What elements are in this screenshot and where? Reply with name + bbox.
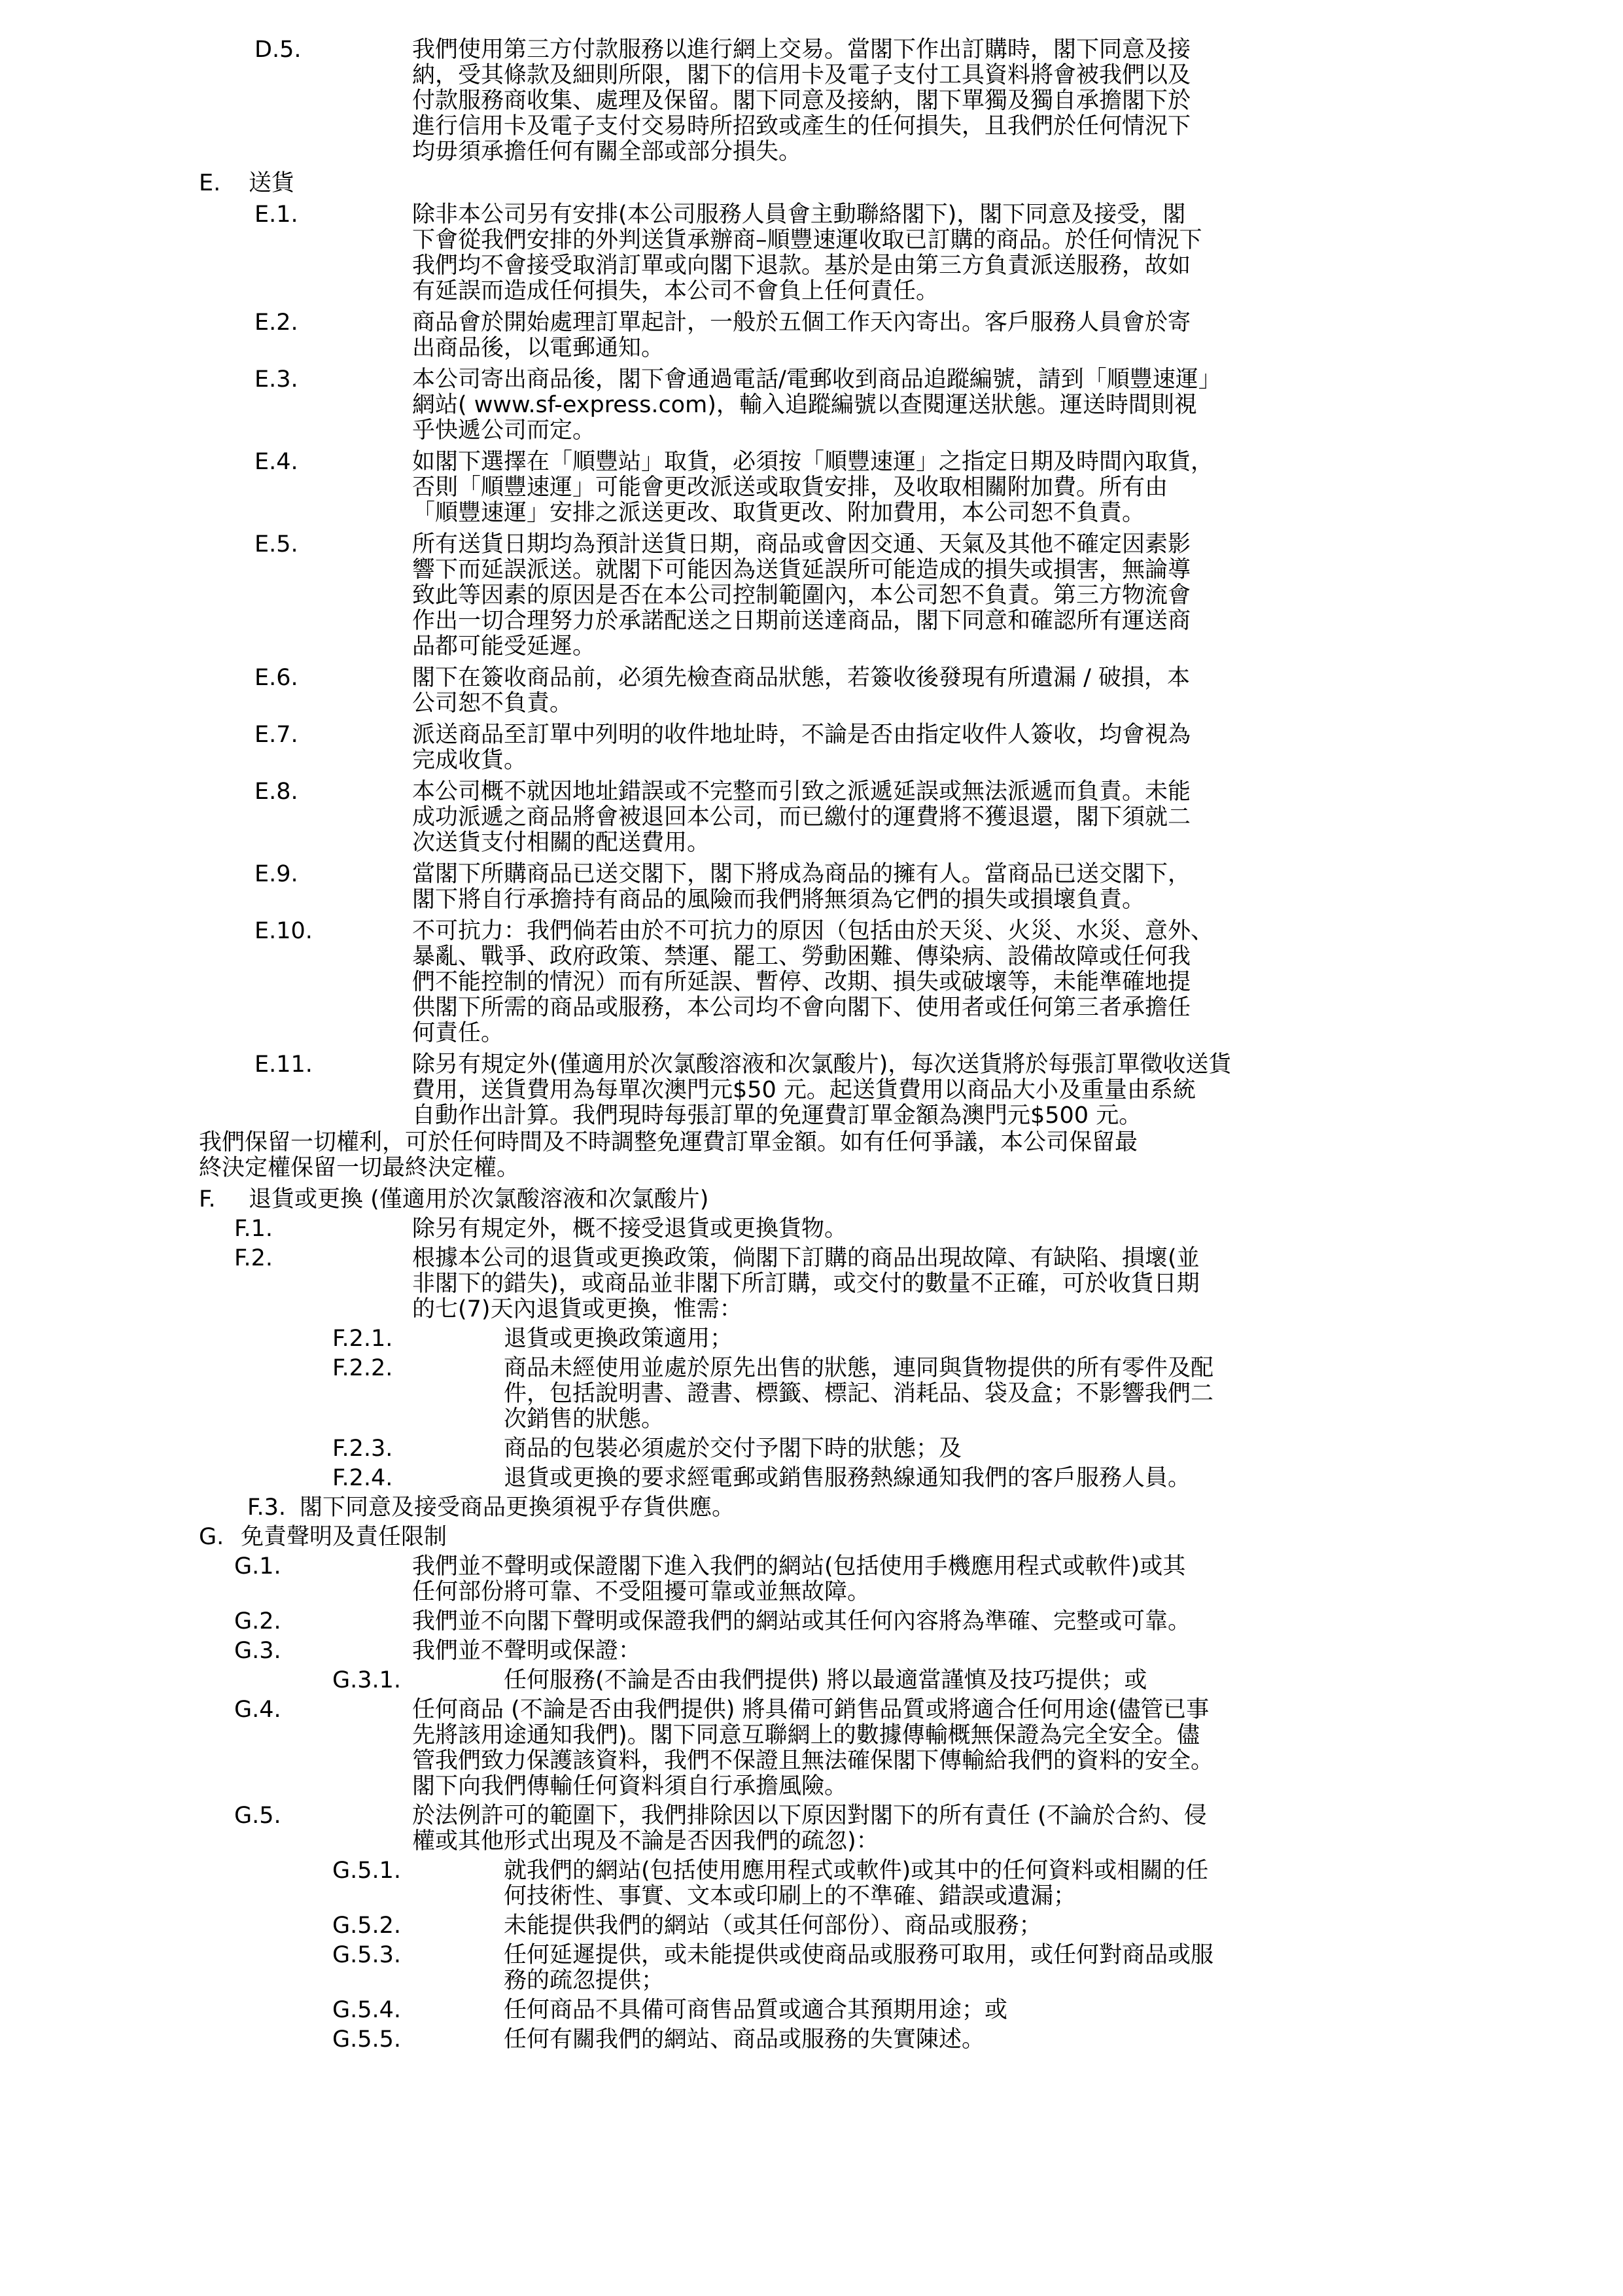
clause-text: 我們並不聲明或保證： [412, 1638, 642, 1664]
clause-number: G.3.1. [332, 1667, 402, 1693]
clause-number: G.4. [234, 1697, 281, 1723]
clause-number: F.2. [234, 1245, 273, 1271]
clause-text-continuation: 的七(7)天內退貨或更換，惟需： [412, 1296, 742, 1322]
clause-text-continuation: 乎快遞公司而定。 [412, 417, 596, 444]
clause-number: G.1. [234, 1553, 281, 1580]
clause-text-continuation: 我們均不會接受取消訂單或向閣下退款。基於是由第三方負責派送服務，故如 [412, 253, 1191, 279]
clause-text: 本公司寄出商品後，閣下會通過電話/電郵收到商品追蹤編號，請到「順豐速運」 [412, 366, 1221, 393]
clause-number: G.5.2. [332, 1913, 402, 1939]
clause-number: F.3. [247, 1494, 287, 1521]
clause-number: F.2.2. [332, 1355, 393, 1381]
clause-number: E.9. [254, 861, 298, 887]
clause-number: E.7. [254, 722, 298, 748]
clause-text-continuation: 次送貨支付相關的配送費用。 [412, 830, 710, 856]
clause-number: G.5.1. [332, 1858, 402, 1884]
clause-text: 我們並不聲明或保證閣下進入我們的網站(包括使用手機應用程式或軟件)或其 [412, 1553, 1186, 1580]
clause-text: 任何有關我們的網站、商品或服務的失實陳述。 [504, 2026, 985, 2053]
clause-text: 當閣下所購商品已送交閣下，閣下將成為商品的擁有人。當商品已送交閣下， [412, 861, 1191, 887]
clause-text-continuation: 下會從我們安排的外判送貨承辦商–順豐速運收取已訂購的商品。於任何情況下 [412, 227, 1202, 253]
clause-text: 任何延遲提供，或未能提供或使商品或服務可取用，或任何對商品或服 [504, 1942, 1214, 1968]
clause-number: G.5.4. [332, 1997, 402, 2023]
clause-text-continuation: 們不能控制的情況）而有所延誤、暫停、改期、損失或破壞等，未能準確地提 [412, 969, 1191, 995]
clause-text: 未能提供我們的網站（或其任何部份）、商品或服務； [504, 1913, 1042, 1939]
clause-text-continuation: 完成收貨。 [412, 747, 527, 773]
clause-text-continuation: 件，包括說明書、證書、標籤、標記、消耗品、袋及盒；不影響我們二 [504, 1381, 1214, 1407]
clause-text-continuation: 管我們致力保護該資料，我們不保證且無法確保閣下傳輸給我們的資料的安全。 [412, 1748, 1214, 1774]
clause-number: D.5. [254, 37, 302, 63]
clause-text-continuation: 供閣下所需的商品或服務，本公司均不會向閣下、使用者或任何第三者承擔任 [412, 995, 1191, 1021]
clause-text-continuation: 納，受其條款及細則所限，閣下的信用卡及電子支付工具資料將會被我們以及 [412, 62, 1191, 88]
clause-number: G.5. [234, 1803, 281, 1829]
clause-text-continuation: 務的疏忽提供； [504, 1968, 665, 1994]
clause-text-continuation: 出商品後，以電郵通知。 [412, 335, 665, 361]
clause-text: 退貨或更換 (僅適用於次氯酸溶液和次氯酸片) [249, 1186, 709, 1212]
clause-text: 我們使用第三方付款服務以進行網上交易。當閣下作出訂購時，閣下同意及接 [412, 37, 1191, 63]
clause-text: 於法例許可的範圍下，我們排除因以下原因對閣下的所有責任 (不論於合約、侵 [412, 1803, 1207, 1829]
clause-number: E.4. [254, 449, 298, 475]
clause-number: G.5.3. [332, 1942, 402, 1968]
clause-number: E.11. [254, 1051, 313, 1078]
clause-text-continuation: 網站( www.sf-express.com)，輸入追蹤編號以查閱運送狀態。運送時間則視 [412, 392, 1197, 418]
clause-number: G.3. [234, 1638, 281, 1664]
clause-text: 所有送貨日期均為預計送貨日期，商品或會因交通、天氣及其他不確定因素影 [412, 531, 1191, 557]
clause-text: 我們並不向閣下聲明或保證我們的網站或其任何內容將為準確、完整或可靠。 [412, 1608, 1191, 1634]
clause-text-continuation: 何技術性、事實、文本或印刷上的不準確、錯誤或遺漏； [504, 1883, 1077, 1909]
clause-text: 任何商品 (不論是否由我們提供) 將具備可銷售品質或將適合任何用途(儘管已事 [412, 1697, 1210, 1723]
clause-number: F. [199, 1186, 216, 1212]
clause-number: E.3. [254, 366, 298, 393]
clause-text-continuation: 次銷售的狀態。 [504, 1406, 665, 1432]
clause-text-continuation: 有延誤而造成任何損失，本公司不會負上任何責任。 [412, 278, 939, 304]
clause-text: 除另有規定外，概不接受退貨或更換貨物。 [412, 1216, 848, 1242]
clause-text: 商品會於開始處理訂單起計，一般於五個工作天內寄出。客戶服務人員會於寄 [412, 309, 1191, 336]
clause-text-continuation: 權或其他形式出現及不論是否因我們的疏忽)： [412, 1828, 879, 1854]
clause-number: E.10. [254, 918, 313, 944]
clause-number: G. [199, 1524, 224, 1550]
clause-text-continuation: 均毋須承擔任何有關全部或部分損失。 [412, 139, 802, 165]
clause-text: 除另有規定外(僅適用於次氯酸溶液和次氯酸片)，每次送貨將於每張訂單徵收送貨 [412, 1051, 1232, 1078]
clause-text-continuation: 品都可能受延遲。 [412, 633, 596, 660]
clause-text: 閣下在簽收商品前，必須先檢查商品狀態，若簽收後發現有所遺漏 / 破損，本 [412, 665, 1191, 691]
clause-text: 免責聲明及責任限制 [241, 1524, 447, 1550]
clause-number: G.5.5. [332, 2026, 402, 2053]
clause-number: E.1. [254, 202, 298, 228]
clause-text-continuation: 暴亂、戰爭、政府政策、禁運、罷工、勞動困難、傳染病、設備故障或任何我 [412, 944, 1191, 970]
clause-text-continuation: 任何部份將可靠、不受阻擾可靠或並無故障。 [412, 1579, 871, 1605]
clause-number: E. [199, 170, 221, 196]
clause-text-continuation: 何責任。 [412, 1020, 504, 1046]
clause-text-continuation: 否則「順豐速運」可能會更改派送或取貨安排，及收取相關附加費。所有由 [412, 474, 1168, 501]
clause-text-continuation: 先將該用途通知我們)。閣下同意互聯網上的數據傳輸概無保證為完全安全。儘 [412, 1722, 1200, 1748]
clause-number: G.2. [234, 1608, 281, 1634]
clause-number: E.8. [254, 779, 298, 805]
clause-number: E.6. [254, 665, 298, 691]
clause-text: 本公司概不就因地址錯誤或不完整而引致之派遞延誤或無法派遞而負責。未能 [412, 779, 1191, 805]
clause-text-continuation: 致此等因素的原因是否在本公司控制範圍內，本公司恕不負責。第三方物流會 [412, 582, 1191, 609]
clause-text: 退貨或更換的要求經電郵或銷售服務熱線通知我們的客戶服務人員。 [504, 1465, 1191, 1491]
clause-text: 送貨 [249, 170, 295, 196]
clause-text: 除非本公司另有安排(本公司服務人員會主動聯絡閣下)，閣下同意及接受，閣 [412, 202, 1186, 228]
clause-text-continuation: 響下而延誤派送。就閣下可能因為送貨延誤所可能造成的損失或損害，無論導 [412, 557, 1191, 583]
clause-text-continuation: 公司恕不負責。 [412, 690, 573, 716]
clause-text-continuation: 費用，送貨費用為每單次澳門元$50 元。起送貨費用以商品大小及重量由系統 [412, 1077, 1196, 1103]
clause-number: E.2. [254, 309, 298, 336]
clause-number: F.1. [234, 1216, 273, 1242]
clause-text: 任何商品不具備可商售品質或適合其預期用途；或 [504, 1997, 1008, 2023]
clause-text: 根據本公司的退貨或更換政策，倘閣下訂購的商品出現故障、有缺陷、損壞(並 [412, 1245, 1200, 1271]
clause-text-continuation: 「順豐速運」安排之派送更改、取貨更改、附加費用，本公司恕不負責。 [412, 500, 1145, 526]
clause-text-continuation: 付款服務商收集、處理及保留。閣下同意及接納，閣下單獨及獨自承擔閣下於 [412, 88, 1191, 114]
clause-text: 派送商品至訂單中列明的收件地址時，不論是否由指定收件人簽收，均會視為 [412, 722, 1191, 748]
clause-text: 不可抗力：我們倘若由於不可抗力的原因（包括由於天災、火災、水災、意外、 [412, 918, 1214, 944]
clause-number: F.2.4. [332, 1465, 393, 1491]
clause-text-continuation: 閣下將自行承擔持有商品的風險而我們將無須為它們的損失或損壞負責。 [412, 887, 1145, 913]
clause-text-continuation: 終決定權保留一切最終決定權。 [199, 1155, 520, 1181]
clause-text: 商品的包裝必須處於交付予閣下時的狀態；及 [504, 1436, 962, 1462]
clause-text-continuation: 成功派遞之商品將會被退回本公司，而已繳付的運費將不獲退還，閣下須就二 [412, 804, 1191, 830]
clause-text-continuation: 閣下向我們傳輸任何資料須自行承擔風險。 [412, 1773, 848, 1799]
clause-text-continuation: 非閣下的錯失)，或商品並非閣下所訂購，或交付的數量不正確，可於收貨日期 [412, 1271, 1200, 1297]
clause-text-continuation: 我們保留一切權利，可於任何時間及不時調整免運費訂單金額。如有任何爭議，本公司保留最 [199, 1129, 1138, 1156]
clause-text-continuation: 進行信用卡及電子支付交易時所招致或產生的任何損失，且我們於任何情況下 [412, 113, 1191, 139]
clause-text-continuation: 作出一切合理努力於承諾配送之日期前送達商品，閣下同意和確認所有運送商 [412, 608, 1191, 634]
clause-number: F.2.1. [332, 1326, 393, 1352]
clause-text: 如閣下選擇在「順豐站」取貨，必須按「順豐速運」之指定日期及時間內取貨， [412, 449, 1214, 475]
clause-number: E.5. [254, 531, 298, 557]
clause-text: 任何服務(不論是否由我們提供) 將以最適當謹慎及技巧提供；或 [504, 1667, 1147, 1693]
clause-number: F.2.3. [332, 1436, 393, 1462]
clause-text: 就我們的網站(包括使用應用程式或軟件)或其中的任何資料或相關的任 [504, 1858, 1209, 1884]
clause-text: 退貨或更換政策適用； [504, 1326, 733, 1352]
clause-text-continuation: 自動作出計算。我們現時每張訂單的免運費訂單金額為澳門元$500 元。 [412, 1103, 1142, 1129]
clause-text: 商品未經使用並處於原先出售的狀態，連同與貨物提供的所有零件及配 [504, 1355, 1214, 1381]
clause-text: 閣下同意及接受商品更換須視乎存貨供應。 [300, 1494, 735, 1521]
